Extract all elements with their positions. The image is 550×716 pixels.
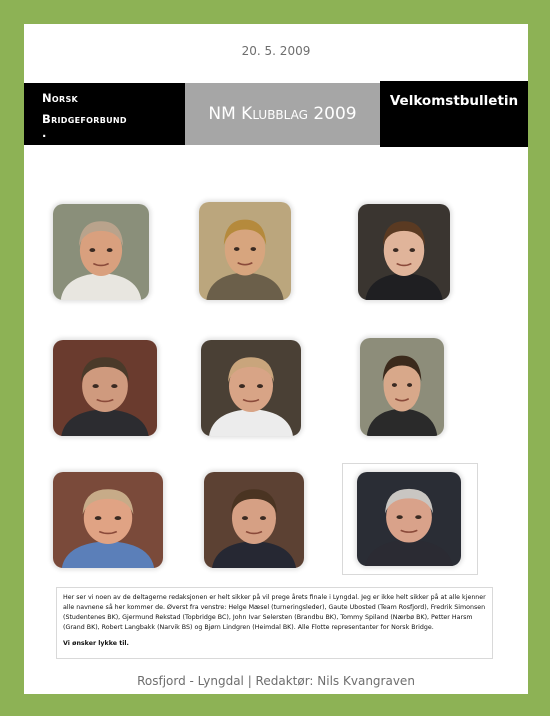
org-name-line2: Bridgeforbund [42, 112, 127, 126]
portrait-icon [201, 340, 301, 436]
portrait-photo-2 [199, 202, 291, 300]
portrait-icon [53, 340, 157, 436]
bulletin-title: Velkomstbulletin [380, 81, 528, 147]
org-name-line1: Norsk [42, 91, 79, 105]
portrait-photo-6 [360, 338, 444, 436]
portrait-icon [53, 472, 163, 568]
portrait-photo-9 [357, 472, 461, 566]
portrait-photo-3 [358, 204, 450, 300]
portrait-icon [357, 472, 461, 566]
portrait-icon [53, 204, 149, 300]
org-name-block [24, 83, 185, 145]
portrait-photo-4 [53, 340, 157, 436]
portrait-photo-5 [201, 340, 301, 436]
portrait-photo-7 [53, 472, 163, 568]
portrait-photo-8 [204, 472, 304, 568]
portrait-icon [204, 472, 304, 568]
photo-caption-text: Her ser vi noen av de deltagerne redaksjonen er helt sikker på vil prege årets finale i Lyngdal. Jeg er ikke helt sikker på at alle kjenner alle navnene så her kommer de. Øverst fra venstre: Helge Mæsel (turneringsleder), Gaute Ubosted (Team Rosfjord), Fredrik Simonsen (Studentenes BK), Gjermund Rekstad (Topbridge BC), John Ivar Selersten (Brandbu BK), Tommy Spiland (Nærbø BK), Petter Harsm (Grand BK), Robert Langbakk (Narvik BS) og Bjørn Lindgren (Heimdal BK). Alle Flotte representanter for Norsk Bridge. [63, 594, 486, 631]
good-luck-text: Vi ønsker lykke til. [63, 640, 129, 647]
issue-date: 20. 5. 2009 [241, 44, 311, 58]
org-name-line3: . [42, 126, 47, 140]
portrait-photo-1 [53, 204, 149, 300]
portrait-icon [358, 204, 450, 300]
bulletin-page [24, 24, 528, 694]
portrait-icon [360, 338, 444, 436]
event-title: NM Klubblag 2009 [185, 83, 380, 145]
photo-caption-box [56, 587, 493, 659]
page-footer: Rosfjord - Lyngdal | Redaktør: Nils Kvangraven [137, 674, 415, 688]
portrait-icon [199, 202, 291, 300]
